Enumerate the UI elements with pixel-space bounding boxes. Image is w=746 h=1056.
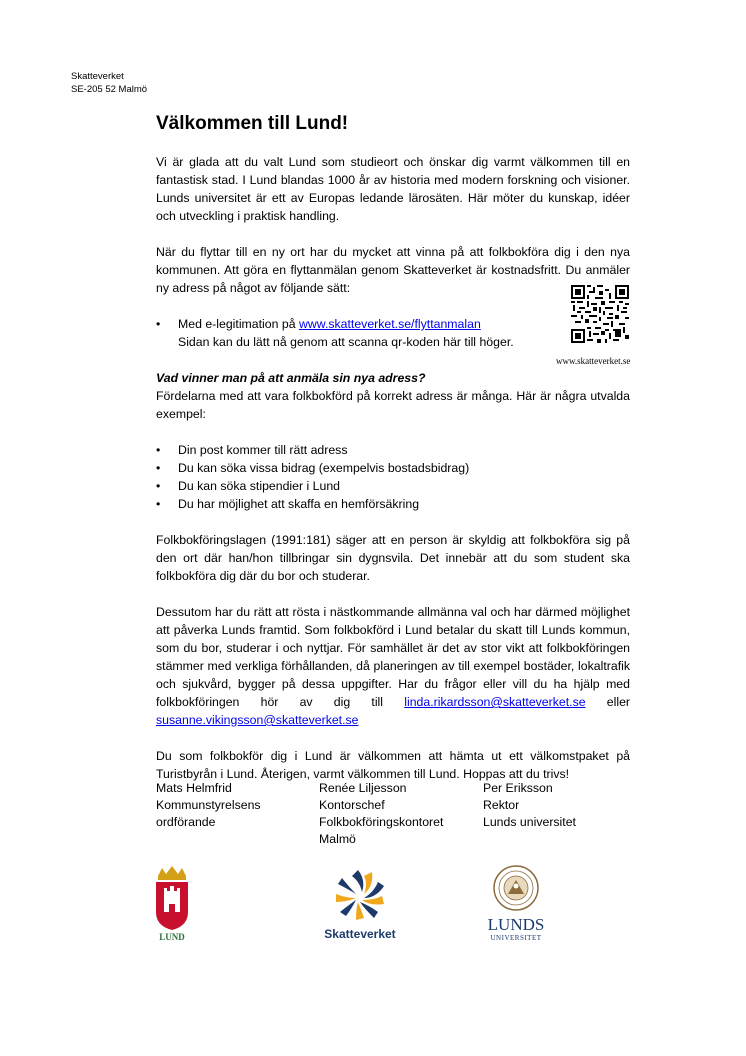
lund-city-logo — [152, 864, 192, 944]
signer-title: ordförande — [156, 815, 216, 829]
sender-postal: SE-205 52 Malmö — [71, 84, 148, 95]
skatteverket-logo-text: Skatteverket — [324, 927, 396, 941]
signer-name: Mats Helmfrid — [156, 781, 232, 795]
signer-name: Per Eriksson — [483, 781, 553, 795]
qr-caption: www.skatteverket.se — [556, 356, 631, 366]
signer-title: Folkbokföringskontoret — [319, 815, 444, 829]
sender-address — [71, 70, 147, 96]
intro-paragraph: Vi är glada att du valt Lund som studieort och önskar dig varmt välkommen till en fantastisk stad. I Lund blandas 1000 år av historia med modern forskning och visioner. Lunds universitet är ett av Europas ledande lärosäten. Här möter du kunskap, idéer och utveckling i praktisk handling. — [156, 155, 630, 223]
signature-renee — [319, 780, 443, 848]
email-link-susanne[interactable]: susanne.vikingsson@skatteverket.se — [156, 713, 359, 727]
signer-name: Renée Liljesson — [319, 781, 407, 795]
section-heading: Vad vinner man på att anmäla sin nya adress? — [156, 371, 426, 385]
benefits-list — [156, 441, 630, 513]
registration-paragraph: När du flyttar till en ny ort har du mycket att vinna på att folkbokföra dig i den nya kommunen. Att göra en flyttanmälan genom Skatteverket är kostnadsfritt. Du anmäler ny adress på något av följande sätt: — [156, 245, 630, 295]
signer-title: Rektor — [483, 798, 520, 812]
sender-name: Skatteverket — [71, 71, 124, 82]
signature-per — [483, 780, 576, 831]
lunds-logo-text: LUNDS — [487, 915, 545, 934]
lund-logo-text: LUND — [159, 932, 185, 942]
list-item: • Med e-legitimation på www.skatteverket.se/flyttanmalan Sidan kan du lätt nå genom att scanna qr-koden här till höger. — [156, 315, 630, 351]
signature-mats — [156, 780, 261, 831]
flyttanmalan-link[interactable]: www.skatteverket.se/flyttanmalan — [298, 317, 481, 331]
page-title: Välkommen till Lund! — [156, 113, 349, 134]
email-link-linda[interactable]: linda.rikardsson@skatteverket.se — [404, 695, 586, 709]
voting-paragraph: Dessutom har du rätt att rösta i nästkommande allmänna val och har därmed möjlighet att påverka Lunds framtid. Som folkbokförd i Lund betalar du skatt till Lunds kommun, som du bor, studerar i och nyttjar. För samhället är det av stor vikt att folkbokföringen stämmer med verkliga förhållanden, då planeringen av till exempel bostäder, lokaltrafik och sjukvård, bygger på dessa uppgifter. Har du frågor eller vill du ha hjälp med folkbokföringen hör av dig till linda.rikardsson@skatteverket.se eller susanne.vikingsson@skatteverket.se — [156, 605, 631, 727]
signer-title: Kommunstyrelsens — [156, 798, 261, 812]
letter-body — [156, 112, 630, 783]
law-paragraph: Folkbokföringslagen (1991:181) säger att en person är skyldig att folkbokföra sig på den ort där han/hon tillbringar sin dygnsvila. Det innebär att du som student ska folkbokföra dig där du bor och studerar. — [156, 533, 630, 583]
list-item: • Din post kommer till rätt adress — [156, 441, 630, 459]
qr-code — [571, 285, 629, 343]
universitet-logo-text: UNIVERSITET — [490, 934, 542, 942]
closing-paragraph: Du som folkbokför dig i Lund är välkommen att hämta ut ett välkomstpaket på Turistbyrån i Lund. Återigen, varmt välkommen till Lund. Hoppas att du trivs! — [156, 749, 630, 781]
registration-methods — [156, 315, 630, 351]
benefits-intro: Fördelarna med att vara folkbokförd på korrekt adress är många. Här är några utvalda exempel: — [156, 389, 630, 421]
skatteverket-logo — [318, 866, 402, 942]
list-item: • Du kan söka vissa bidrag (exempelvis bostadsbidrag) — [156, 459, 630, 477]
list-item: • Du kan söka stipendier i Lund — [156, 477, 630, 495]
signer-title: Kontorschef — [319, 798, 385, 812]
list-item: • Du har möjlighet att skaffa en hemförsäkring — [156, 495, 630, 513]
signer-title: Malmö — [319, 832, 356, 846]
signer-title: Lunds universitet — [483, 815, 576, 829]
lunds-universitet-logo — [478, 862, 554, 944]
